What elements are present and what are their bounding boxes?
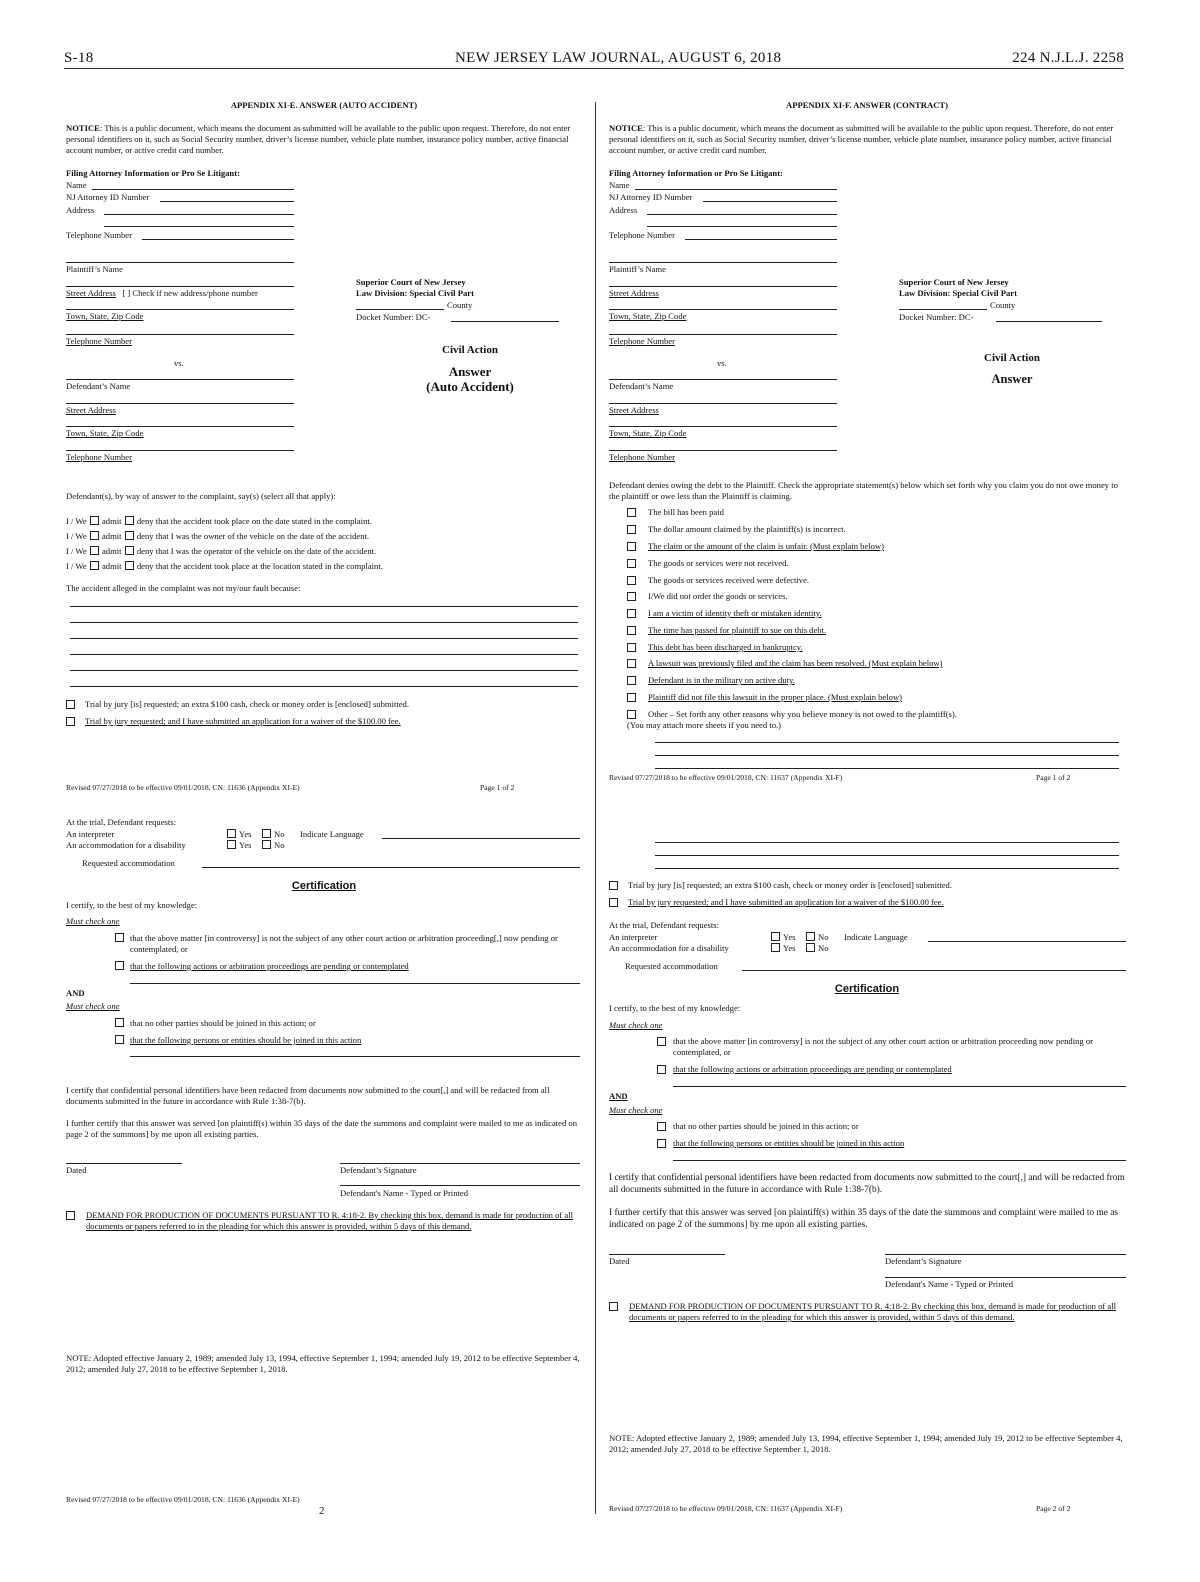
docket-label: Docket Number: DC- (899, 312, 974, 322)
not-fault-line-2[interactable] (70, 622, 578, 623)
journal-page-number: 2 (319, 1505, 325, 1517)
demand-checkbox[interactable] (609, 1302, 618, 1311)
jury-text-1: Trial by jury [is] requested; an extra $100 cash, check or money order is [enclosed] submitted. (628, 880, 953, 890)
nj-attorney-field[interactable] (160, 201, 294, 202)
admit-checkbox-4[interactable] (90, 561, 99, 570)
reason-7: I am a victim of identity theft or mistaken identity. (648, 608, 822, 618)
cert-option-4: that the following persons or entities should be joined in this action (673, 1138, 905, 1148)
county-field[interactable] (356, 309, 444, 310)
admit-row-3: I / We admit deny that I was the operator of the vehicle on the date of the accident. (66, 546, 377, 556)
reason-checkbox-7[interactable] (627, 609, 636, 618)
reason-checkbox-11[interactable] (627, 676, 636, 685)
reason-checkbox-2[interactable] (627, 525, 636, 534)
defendant-phone-label: Telephone Number (609, 452, 675, 462)
address-field-1[interactable] (104, 214, 294, 215)
requested-accommodation-label: Requested accommodation (82, 858, 175, 868)
defendant-phone-field[interactable] (609, 450, 837, 451)
plaintiff-street-row (66, 288, 258, 299)
not-fault-line-6[interactable] (70, 686, 578, 687)
vs-label: vs. (717, 358, 727, 368)
defendant-town-field[interactable] (609, 426, 837, 427)
right-page-1: Page 1 of 2 (1036, 773, 1071, 782)
must-check-1: Must check one (66, 916, 120, 926)
interpreter-label: An interpreter (609, 932, 658, 942)
cert-checkbox-3[interactable] (657, 1122, 666, 1131)
reason-3: The claim or the amount of the claim is unfair. (Must explain below) (648, 541, 885, 551)
plaintiff-name-field[interactable] (66, 262, 294, 263)
defendant-street-label: Street Address (609, 405, 659, 415)
interpreter-yes-checkbox[interactable] (771, 932, 780, 941)
cert-option-3: that no other parties should be joined in this action; or (130, 1018, 316, 1028)
demand-text: DEMAND FOR PRODUCTION OF DOCUMENTS PURSUANT TO R. 4:18-2. By checking this box, demand is made for production of all documents or papers referred to in the pleading for which this answer is provided, within 5 days of this demand. (86, 1210, 573, 1231)
reason-checkbox-4[interactable] (627, 559, 636, 568)
interpreter-no-label: No (274, 829, 285, 839)
docket-label: Docket Number: DC- (356, 312, 431, 322)
signature-label: Defendant’s Signature (885, 1256, 962, 1266)
cert-checkbox-2[interactable] (115, 961, 124, 970)
page-header-right: 224 N.J.L.J. 2258 (1012, 50, 1124, 66)
defendant-name-label: Defendant’s Name (66, 381, 131, 391)
reason-9: This debt has been discharged in bankruptcy. (648, 642, 803, 652)
interpreter-yes-label: Yes (783, 932, 796, 942)
cert-option-1: that the above matter [in controversy] is not the subject of any other court action or arbitration proceeding[,] now pending or contemplated, or (130, 933, 558, 954)
jury-checkbox-1[interactable] (609, 881, 618, 890)
further-certify: I further certify that this answer was served [on plaintiff(s) within 35 days of the date the summons and complaint were mailed to me as indicated on page 2 of the summons] by me upon all existing parties. (609, 1208, 1119, 1230)
admit-checkbox-2[interactable] (90, 531, 99, 540)
reason-checkbox-6[interactable] (627, 592, 636, 601)
language-field[interactable] (928, 941, 1126, 942)
nj-attorney-label: NJ Attorney ID Number (66, 192, 150, 202)
right-page-2: Page 2 of 2 (1036, 1504, 1071, 1513)
admit-row-2: I / We admit deny that I was the owner of the vehicle on the date of the accident. (66, 531, 370, 541)
right-notice (609, 123, 1129, 156)
cert-option-2: that the following actions or arbitration proceedings are pending or contemplated (130, 961, 409, 971)
attach-more-text: (You may attach more sheets if you need to.) (627, 720, 782, 730)
name-field[interactable] (635, 189, 837, 190)
left-notice (66, 123, 582, 156)
must-check-2: Must check one (609, 1105, 663, 1115)
telephone-label: Telephone Number (609, 230, 675, 240)
nj-attorney-field[interactable] (703, 201, 837, 202)
reason-checkbox-1[interactable] (627, 508, 636, 517)
defendant-name-field[interactable] (66, 379, 294, 380)
address-label: Address (609, 205, 638, 215)
reason-checkbox-9[interactable] (627, 643, 636, 652)
column-divider (595, 102, 596, 1514)
plaintiff-street-field[interactable] (609, 286, 837, 287)
civil-action-label: Civil Action (984, 352, 1040, 364)
answer-title: Answer (991, 372, 1033, 386)
deny-checkbox-3[interactable] (125, 546, 134, 555)
demand-text: DEMAND FOR PRODUCTION OF DOCUMENTS PURSUANT TO R. 4:18-2. By checking this box, demand is made for production of all documents or papers referred to in the pleading for which this answer is provided, within 5 days of this demand. (629, 1301, 1116, 1322)
accommodation-no-label: No (818, 943, 829, 953)
language-field[interactable] (382, 838, 580, 839)
trial-requests: At the trial, Defendant requests: (66, 817, 177, 827)
address-field-2[interactable] (647, 226, 837, 227)
cert-option-2-field[interactable] (130, 983, 580, 984)
plaintiff-name-label: Plaintiff’s Name (66, 264, 123, 274)
not-fault-line-3[interactable] (70, 638, 578, 639)
accommodation-label: An accommodation for a disability (609, 943, 729, 953)
defendant-town-label: Town, State, Zip Code (66, 428, 144, 438)
cert-option-4-field[interactable] (673, 1160, 1126, 1161)
other-reason-line-2[interactable] (655, 755, 1119, 756)
accommodation-no-label: No (274, 840, 285, 850)
name-label: Name (66, 180, 87, 190)
defendant-street-label: Street Address (66, 405, 116, 415)
denies-debt-text: Defendant denies owing the debt to the Plaintiff. Check the appropriate statement(s) below which set forth why you claim you do not owe money to the plaintiff or owe less than the Plaintiff is claiming. (609, 480, 1118, 501)
interpreter-no-checkbox[interactable] (262, 829, 271, 838)
plaintiff-street-field[interactable] (66, 286, 294, 287)
plaintiff-phone-field[interactable] (609, 334, 837, 335)
deny-checkbox-2[interactable] (125, 531, 134, 540)
cert-checkbox-2[interactable] (657, 1065, 666, 1074)
other-reason-line-4[interactable] (655, 842, 1119, 843)
jury-checkbox-2[interactable] (609, 898, 618, 907)
notice-label: NOTICE (66, 123, 100, 133)
certify-redact: I certify that confidential personal identifiers have been redacted from documents now submitted to the court[,] and will be redacted from all documents submitted in the future in accordance with Rule 1:38-7(b). (609, 1173, 1125, 1195)
vs-label: vs. (174, 358, 184, 368)
admit-checkbox-1[interactable] (90, 516, 99, 525)
reason-checkbox-3[interactable] (627, 542, 636, 551)
county-label: County (447, 300, 473, 310)
docket-field[interactable] (451, 321, 559, 322)
left-revised-2: Revised 07/27/2018 to be effective 09/01/2018, CN: 11636 (Appendix XI-E) (66, 1495, 300, 1504)
jury-checkbox-2[interactable] (66, 717, 75, 726)
admit-checkbox-3[interactable] (90, 546, 99, 555)
accommodation-yes-checkbox[interactable] (227, 840, 236, 849)
left-note: NOTE: Adopted effective January 2, 1989; amended July 13, 1994, effective September 1, 1994; amended July 19, 2012 to be effective September 4, 2012; amended July 27, 2018 to be effective September 1, 2018. (66, 1353, 580, 1374)
reason-8: The time has passed for plaintiff to sue on this debt. (648, 625, 827, 635)
accommodation-yes-checkbox[interactable] (771, 943, 780, 952)
interpreter-label: An interpreter (66, 829, 115, 839)
plaintiff-phone-label: Telephone Number (609, 336, 675, 346)
accommodation-no-checkbox[interactable] (262, 840, 271, 849)
interpreter-no-label: No (818, 932, 829, 942)
reason-11: Defendant is in the military on active duty. (648, 675, 795, 685)
plaintiff-phone-label: Telephone Number (66, 336, 132, 346)
county-label: County (990, 300, 1016, 310)
street-address-label: Street Address (66, 288, 116, 298)
jury-text-2: Trial by jury requested; and I have submitted an application for a waiver of the $100.00 fee. (85, 716, 401, 726)
cert-option-4-field[interactable] (130, 1056, 580, 1057)
defendant-town-field[interactable] (66, 426, 294, 427)
plaintiff-town-label: Town, State, Zip Code (609, 311, 687, 321)
not-fault-label: The accident alleged in the complaint was not my/our fault because: (66, 583, 301, 593)
not-fault-line-5[interactable] (70, 670, 578, 671)
admit-row-4: I / We admit deny that the accident took place at the location stated in the complaint. (66, 561, 383, 571)
accommodation-yes-label: Yes (783, 943, 796, 953)
right-title: APPENDIX XI-F. ANSWER (CONTRACT) (785, 100, 949, 110)
reason-1: The bill has been paid (648, 507, 724, 517)
signature-field[interactable] (885, 1254, 1126, 1255)
admit-row-1: I / We admit deny that the accident took place on the date stated in the complaint. (66, 516, 372, 526)
name-typed-label: Defendant's Name - Typed or Printed (885, 1279, 1013, 1289)
signature-label: Defendant’s Signature (340, 1165, 417, 1175)
civil-action-label: Civil Action (442, 344, 498, 356)
accommodation-field[interactable] (202, 867, 580, 868)
certification-heading: Certification (834, 983, 900, 995)
trial-requests: At the trial, Defendant requests: (609, 920, 720, 930)
court-division: Law Division: Special Civil Part (356, 288, 474, 298)
dated-field[interactable] (66, 1163, 182, 1164)
address-label: Address (66, 205, 95, 215)
accommodation-no-checkbox[interactable] (806, 943, 815, 952)
cert-option-3: that no other parties should be joined in this action; or (673, 1121, 859, 1131)
nj-attorney-label: NJ Attorney ID Number (609, 192, 693, 202)
reason-checkbox-5[interactable] (627, 576, 636, 585)
check-new-address[interactable]: [ ] Check if new address/phone number (122, 288, 258, 298)
reason-checkbox-8[interactable] (627, 626, 636, 635)
deny-checkbox-4[interactable] (125, 561, 134, 570)
telephone-field[interactable] (142, 239, 294, 240)
cert-option-2-field[interactable] (673, 1086, 1126, 1087)
defendant-name-field[interactable] (609, 379, 837, 380)
reason-4: The goods or services were not received. (648, 558, 789, 568)
certify-label: I certify, to the best of my knowledge: (66, 900, 198, 910)
jury-text-1: Trial by jury [is] requested; an extra $100 cash, check or money order is [enclosed] submitted. (85, 699, 410, 709)
interpreter-yes-checkbox[interactable] (227, 829, 236, 838)
filing-title: Filing Attorney Information or Pro Se Litigant: (609, 168, 783, 178)
reason-12: Plaintiff did not file this lawsuit in the proper place. (Must explain below) (648, 692, 903, 702)
plaintiff-street-label: Street Address (609, 288, 659, 298)
name-typed-field[interactable] (885, 1277, 1126, 1278)
signature-field[interactable] (340, 1163, 580, 1164)
telephone-field[interactable] (685, 239, 837, 240)
cert-checkbox-3[interactable] (115, 1018, 124, 1027)
defendant-town-label: Town, State, Zip Code (609, 428, 687, 438)
court-name: Superior Court of New Jersey (899, 277, 1009, 287)
accommodation-field[interactable] (742, 970, 1126, 971)
court-name: Superior Court of New Jersey (356, 277, 466, 287)
demand-checkbox[interactable] (66, 1211, 75, 1220)
right-revised-2: Revised 07/27/2018 to be effective 09/01/2018, CN: 11637 (Appendix XI-F) (609, 1504, 843, 1513)
must-check-2: Must check one (66, 1001, 120, 1011)
defendant-phone-label: Telephone Number (66, 452, 132, 462)
address-field-2[interactable] (104, 226, 294, 227)
left-page-1: Page 1 of 2 (480, 783, 515, 792)
reason-checkbox-10[interactable] (627, 659, 636, 668)
and-label-1: AND (66, 988, 85, 998)
cert-checkbox-1[interactable] (115, 933, 124, 942)
right-note: NOTE: Adopted effective January 2, 1989; amended July 13, 1994, effective September 1, 1994; amended July 19, 2012 to be effective September 4, 2012; amended July 27, 2018 to be effective September 1, 2018. (609, 1433, 1123, 1454)
left-title: APPENDIX XI-E. ANSWER (AUTO ACCIDENT) (230, 100, 418, 110)
certify-redact: I certify that confidential personal identifiers have been redacted from documents now submitted to the court[,] and will be redacted from all documents submitted in the future in accordance with Rule 1:38-7(b). (66, 1085, 550, 1106)
cert-checkbox-4[interactable] (115, 1035, 124, 1044)
reason-2: The dollar amount claimed by the plaintiff(s) is incorrect. (648, 524, 846, 534)
docket-field[interactable] (996, 321, 1102, 322)
not-fault-line-4[interactable] (70, 654, 578, 655)
plaintiff-town-field[interactable] (66, 309, 294, 310)
dated-label: Dated (66, 1165, 87, 1175)
filing-title: Filing Attorney Information or Pro Se Litigant: (66, 168, 240, 178)
reason-checkbox-12[interactable] (627, 693, 636, 702)
plaintiff-name-label: Plaintiff’s Name (609, 264, 666, 274)
certify-label: I certify, to the best of my knowledge: (609, 1003, 741, 1013)
reason-checkbox-13[interactable] (627, 710, 636, 719)
notice-label: NOTICE (609, 123, 643, 133)
name-typed-field[interactable] (340, 1185, 580, 1186)
reason-6: I/We did not order the goods or services. (648, 591, 788, 601)
other-reason-line-5[interactable] (655, 855, 1119, 856)
and-label-1: AND (609, 1091, 628, 1101)
interpreter-no-checkbox[interactable] (806, 932, 815, 941)
defendant-phone-field[interactable] (66, 450, 294, 451)
accommodation-yes-label: Yes (239, 840, 252, 850)
other-reason-line-3[interactable] (655, 768, 1119, 769)
defendant-name-label: Defendant’s Name (609, 381, 674, 391)
not-fault-line-1[interactable] (70, 606, 578, 607)
telephone-label: Telephone Number (66, 230, 132, 240)
other-reason-line-1[interactable] (655, 742, 1119, 743)
plaintiff-town-field[interactable] (609, 309, 837, 310)
certification-heading: Certification (291, 880, 357, 892)
reason-13: Other – Set forth any other reasons why you believe money is not owed to the plaintiff(s). (648, 709, 957, 719)
court-division: Law Division: Special Civil Part (899, 288, 1017, 298)
dated-field[interactable] (609, 1254, 725, 1255)
reason-10: A lawsuit was previously filed and the claim has been resolved. (Must explain below) (648, 658, 943, 668)
cert-option-2: that the following actions or arbitration proceedings are pending or contemplated (673, 1064, 952, 1074)
answer-title: Answer (448, 364, 492, 379)
by-way-of-answer: Defendant(s), by way of answer to the complaint, say(s) (select all that apply): (66, 491, 336, 501)
reason-5: The goods or services received were defective. (648, 575, 810, 585)
indicate-language-label: Indicate Language (300, 829, 364, 839)
further-certify: I further certify that this answer was served [on plaintiff(s) within 35 days of the date the summons and complaint were mailed to me as indicated on page 2 of the summons] by me upon all existing parties. (66, 1118, 578, 1139)
other-reason-line-6[interactable] (655, 868, 1119, 869)
name-label: Name (609, 180, 630, 190)
interpreter-yes-label: Yes (239, 829, 252, 839)
jury-checkbox-1[interactable] (66, 700, 75, 709)
plaintiff-phone-field[interactable] (66, 334, 294, 335)
page-header-left: S-18 (64, 50, 94, 66)
must-check-1: Must check one (609, 1020, 663, 1030)
name-typed-label: Defendant's Name - Typed or Printed (340, 1188, 468, 1198)
page-header-center: NEW JERSEY LAW JOURNAL, AUGUST 6, 2018 (455, 50, 782, 66)
accommodation-label: An accommodation for a disability (66, 840, 186, 850)
cert-checkbox-4[interactable] (657, 1139, 666, 1148)
address-field-1[interactable] (647, 214, 837, 215)
defendant-street-field[interactable] (609, 403, 837, 404)
requested-accommodation-label: Requested accommodation (625, 961, 718, 971)
deny-checkbox-1[interactable] (125, 516, 134, 525)
notice-text: : This is a public document, which means the document as submitted will be available to the public upon request. Therefore, do not enter personal identifiers on it, such as Social Security number, driver’s license number, vehicle plate number, insurance policy number, active financial account number, or active credit card number. (609, 123, 1114, 155)
cert-option-4: that the following persons or entities should be joined in this action (130, 1035, 362, 1045)
plaintiff-town-label: Town, State, Zip Code (66, 311, 144, 321)
answer-subtitle: (Auto Accident) (426, 379, 514, 394)
cert-option-1: that the above matter [in controversy] is not the subject of any other court action or arbitration proceeding now pending or contemplated, or (673, 1036, 1094, 1057)
jury-text-2: Trial by jury requested; and I have submitted an application for a waiver of the $100.00 fee. (628, 897, 944, 907)
indicate-language-label: Indicate Language (844, 932, 908, 942)
left-revised-1: Revised 07/27/2018 to be effective 09/01/2018, CN: 11636 (Appendix XI-E) (66, 783, 300, 792)
dated-label: Dated (609, 1256, 630, 1266)
defendant-street-field[interactable] (66, 403, 294, 404)
plaintiff-name-field[interactable] (609, 262, 837, 263)
cert-checkbox-1[interactable] (657, 1037, 666, 1046)
notice-text: : This is a public document, which means the document as submitted will be available to the public upon request. Therefore, do not enter personal identifiers on it, such as Social Security number, driver’s license number, vehicle plate number, insurance policy number, active financial account number, or active credit card number. (66, 123, 571, 155)
header-rule (64, 68, 1124, 69)
county-field[interactable] (899, 309, 987, 310)
name-field[interactable] (92, 189, 294, 190)
right-revised-1: Revised 07/27/2018 to be effective 09/01/2018, CN: 11637 (Appendix XI-F) (609, 773, 843, 782)
